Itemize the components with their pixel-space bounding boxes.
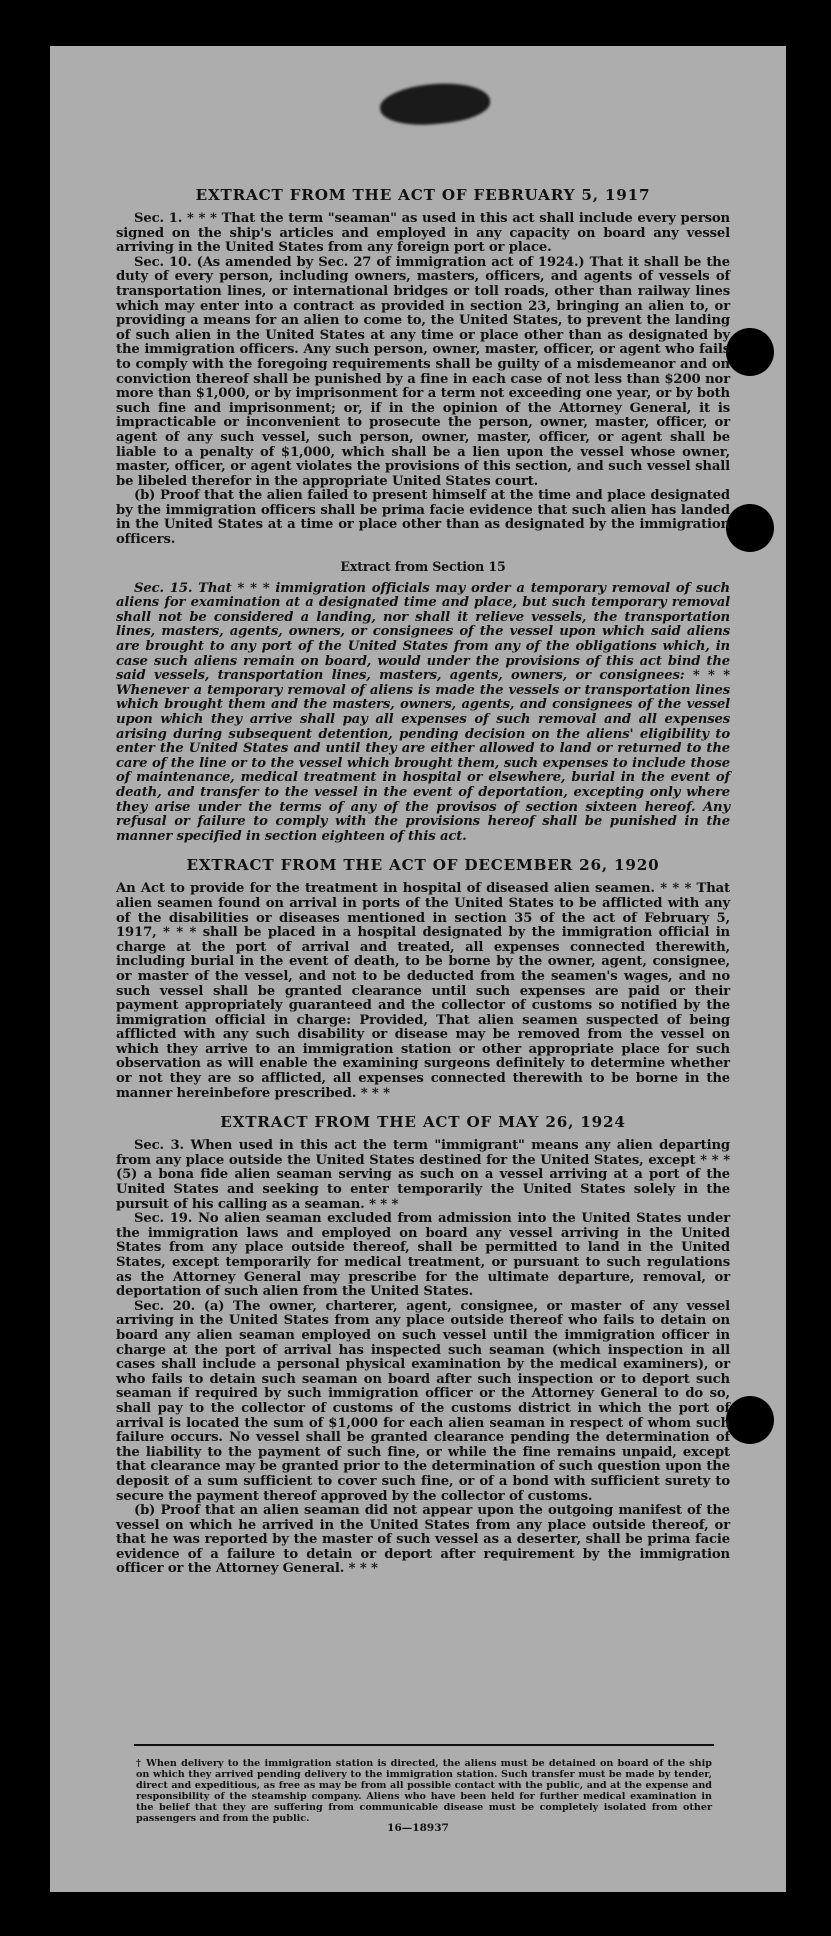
heading-act-1924: EXTRACT FROM THE ACT OF MAY 26, 1924 — [220, 1113, 626, 1132]
paragraph-1920: An Act to provide for the treatment in hospital of diseased alien seamen. * * * That alien seamen found on arrival in ports of the United States to be afflicted with any of the disabilities or diseases mentioned in section 35 of the act of February 5, 1917, * * * shall be placed in a hospital designated by the immigration official in charge at the port of arrival and treated, all expenses connected therewith, including burial in the event of death, to be borne by the owner, agent, consignee, or master of the vessel, and not to be deducted from the seamen's wages, and no such vessel shall be granted clearance until such expenses are paid or their payment appropriately guaranteed and the collector of customs so notified by the immigration official in charge: Provided, That alien seamen suspected of being afflicted with any such disability or disease may be removed from the vessel on which they arrive to an immigration station or other appropriate place for such observation as will enable the examining surgeons definitely to determine whether or not they are so afflicted, all expenses connected therewith to be borne in the manner hereinbefore prescribed. * * * — [116, 881, 730, 1101]
punch-hole-1 — [726, 328, 774, 376]
paragraph-section-15: Sec. 15. That * * * immigration officials may order a temporary removal of such aliens for examination at a designated time and place, but such temporary removal shall not be considered a landing, nor shall it relieve vessels, the transportation lines, masters, agents, owners, or consignees of the vessel upon which said aliens are brought to any port of the United States from any of the obligations which, in case such aliens remain on board, would under the provisions of this act bind the said vessels, transportation lines, masters, agents, owners, or consignees: * * * Whenever a temporary removal of aliens is made the vessels or transportation lines which brought them and the masters, owners, agents, and consignees of the vessel upon which they arrive shall pay all expenses of such removal and all expenses arising during subsequent detention, pending decision on the aliens' eligibility to enter the United States and until they are either allowed to land or returned to the care of the line or to the vessel which brought them, such expenses to include those of maintenance, medical treatment in hospital or elsewhere, burial in the event of death, and transfer to the vessel in the event of deportation, excepting only where they arise under the terms of any of the provisos of section sixteen hereof. Any refusal or failure to comply with the provisions hereof shall be punished in the manner specified in section eighteen of this act. — [116, 580, 730, 844]
punch-hole-2 — [726, 504, 774, 552]
footnote-divider — [134, 1744, 714, 1746]
ink-smudge — [378, 78, 492, 129]
paragraph-1924-sec-19: Sec. 19. No alien seaman excluded from admission into the United States under the immigration laws and employed on board any vessel arriving in the United States from any place outside thereof, shall be permitted to land in the United States, except temporarily for medical treatment, or pursuant to such regulations as the Attorney General may prescribe for the ultimate departure, removal, or deportation of such alien from the United States. — [116, 1211, 730, 1300]
form-number: 16—18937 — [387, 1822, 449, 1834]
paragraph-1917-sec-1: Sec. 1. * * * That the term "seaman" as used in this act shall include every person signed on the ship's articles and employed in any capacity on board any vessel arriving in the United States from any foreign port or place. — [116, 211, 730, 256]
footnote: † When delivery to the immigration station is directed, the aliens must be detained on board of the ship on which they arrived pending delivery to the immigration station. Such transfer must be made by tender, direct and expeditious, as free as may be from all possible contact with the public, and at the expense and responsibility of the steamship company. Aliens who have been held for further medical examination in the belief that they are suffering from communicable disease must be completely isolated from other passengers and from the public. — [136, 1758, 712, 1824]
document-body — [116, 186, 730, 1577]
punch-hole-3 — [726, 1396, 774, 1444]
paragraph-1924-sec-3: Sec. 3. When used in this act the term "immigrant" means any alien departing from any place outside the United States destined for the United States, except * * * (5) a bona fide alien seaman serving as such on a vessel arriving at a port of the United States and seeking to enter temporarily the United States solely in the pursuit of his calling as a seaman. * * * — [116, 1138, 730, 1212]
paragraph-1924-sec-20: Sec. 20. (a) The owner, charterer, agent, consignee, or master of any vessel arriving in the United States from any place outside thereof who fails to detain on board any alien seaman employed on such vessel until the immigration officer in charge at the port of arrival has inspected such seaman (which inspection in all cases shall include a personal physical examination by the medical examiners), or who fails to detain such seaman on board after such inspection or to deport such seaman if required by such immigration officer or the Attorney General to do so, shall pay to the collector of customs of the customs district in which the port of arrival is located the sum of $1,000 for each alien seaman in respect of whom such failure occurs. No vessel shall be granted clearance pending the determination of the liability to the payment of such fine, or while the fine remains unpaid, except that clearance may be granted prior to the determination of such question upon the deposit of a sum sufficient to cover such fine, or of a bond with sufficient surety to secure the payment thereof approved by the collector of customs. — [116, 1298, 730, 1504]
paragraph-1917-b: (b) Proof that the alien failed to present himself at the time and place designated by the immigration officers shall be prima facie evidence that such alien has landed in the United States at a time or place other than as designated by the immigration officers. — [116, 488, 730, 548]
paragraph-1924-b: (b) Proof that an alien seaman did not appear upon the outgoing manifest of the vessel on which he arrived in the United States from any place outside thereof, or that he was reported by the master of such vessel as a deserter, shall be prima facie evidence of a failure to detain or deport after requirement by the immigration officer or the Attorney General. * * * — [116, 1503, 730, 1577]
heading-act-1917: EXTRACT FROM THE ACT OF FEBRUARY 5, 1917 — [195, 186, 651, 204]
heading-act-1920: EXTRACT FROM THE ACT OF DECEMBER 26, 1920 — [186, 856, 660, 875]
paragraph-1917-sec-10: Sec. 10. (As amended by Sec. 27 of immigration act of 1924.) That it shall be the duty of every person, including owners, masters, officers, and agents of vessels of transportation lines, or international bridges or toll roads, other than railway lines which may enter into a contract as provided in section 23, bringing an alien to, or providing a means for an alien to come to, the United States, to prevent the landing of such alien in the United States at any time or place other than as designated by the immigration officers. Any such person, owner, master, officer, or agent who fails to comply with the foregoing requirements shall be guilty of a misdemeanor and on conviction thereof shall be punished by a fine in each case of not less than $200 nor more than $1,000, or by imprisonment for a term not exceeding one year, or by both such fine and imprisonment; or, if in the opinion of the Attorney General, it is impracticable or inconvenient to prosecute the person, owner, master, officer, or agent of any such vessel, such person, owner, master, officer, or agent shall be liable to a penalty of $1,000, which shall be a lien upon the vessel whose owner, master, officer, or agent violates the provisions of this section, and such vessel shall be libeled therefor in the appropriate United States court. — [116, 254, 730, 489]
document-page — [50, 46, 786, 1892]
heading-section-15: Extract from Section 15 — [340, 558, 506, 574]
